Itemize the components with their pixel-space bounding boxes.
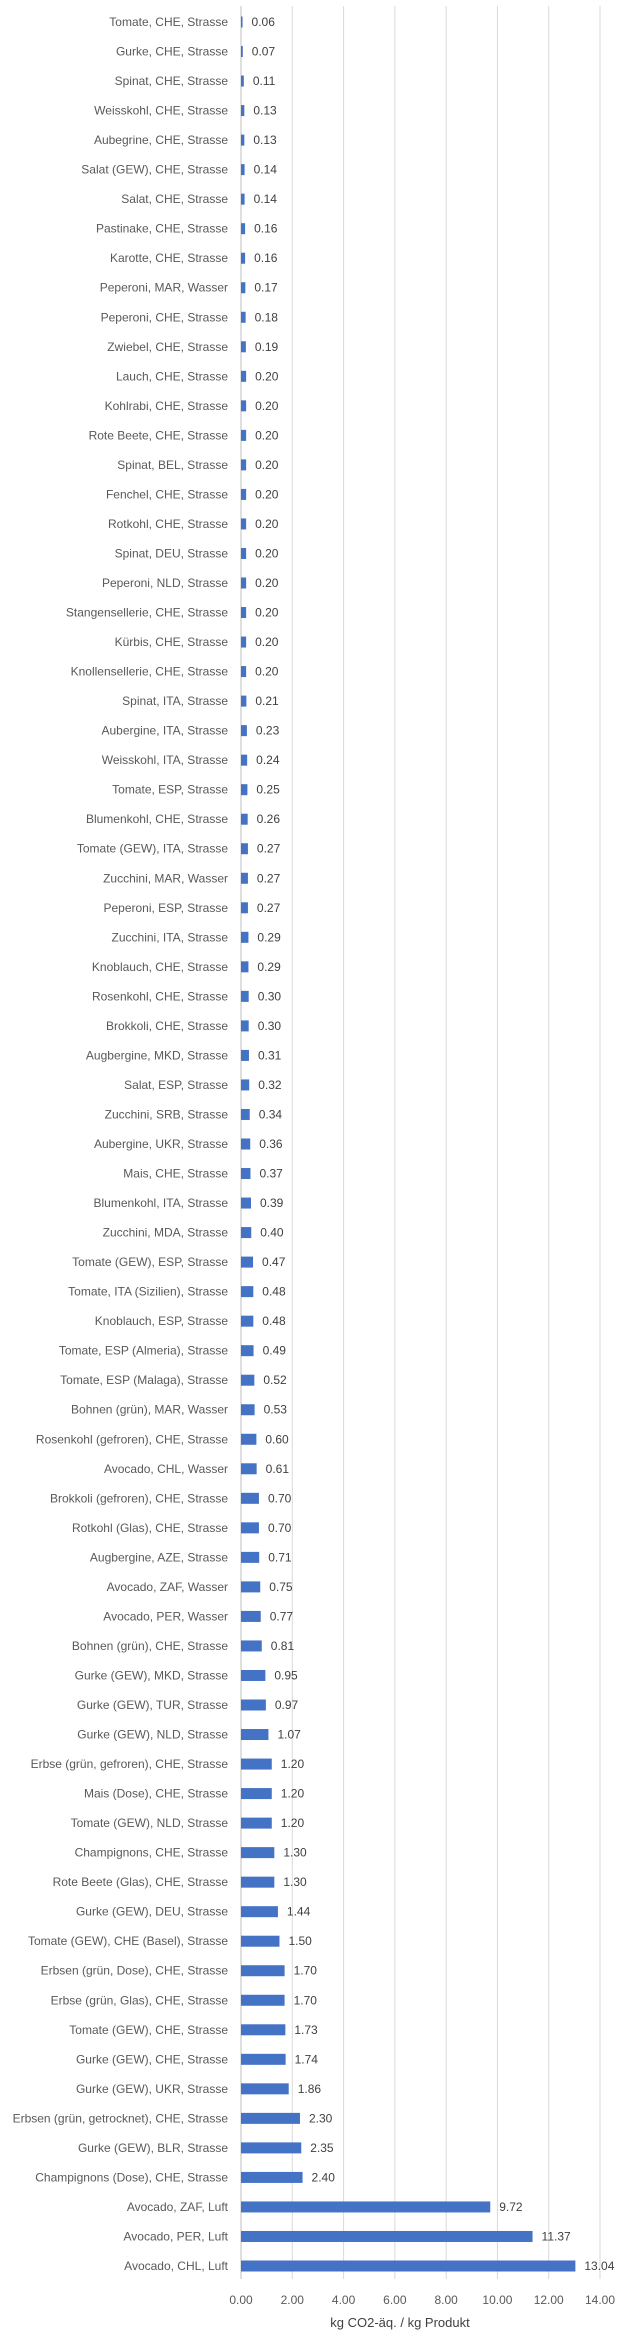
bar [241,341,246,352]
data-label: 0.20 [255,398,279,413]
bar [241,1877,274,1888]
category-label: Tomate, ITA (Sizilien), Strasse [68,1284,228,1299]
bar [241,223,245,234]
category-label: Aubegrine, CHE, Strasse [93,133,228,148]
category-label: Aubergine, ITA, Strasse [101,723,228,738]
category-label: Peperoni, ESP, Strasse [103,900,228,915]
category-label: Tomate, ESP, Strasse [112,782,228,797]
category-label: Zucchini, ITA, Strasse [111,930,228,945]
data-label: 0.20 [255,369,279,384]
category-label: Avocado, ZAF, Luft [126,2199,228,2214]
category-label: Zucchini, SRB, Strasse [104,1107,228,1122]
bar [241,1434,256,1445]
data-label: 1.44 [286,1904,311,1919]
data-label: 0.26 [256,812,281,827]
bar [241,194,245,205]
bar [241,1700,266,1711]
bar [241,902,248,913]
x-tick-label: 10.00 [482,2293,513,2307]
category-label: Rosenkohl, CHE, Strasse [91,989,228,1004]
bar [241,814,248,825]
bar [241,1050,249,1061]
category-label: Tomate (GEW), ITA, Strasse [76,841,228,856]
data-label: 0.34 [258,1107,283,1122]
data-label: 0.13 [253,103,277,118]
category-label: Rosenkohl (gefroren), CHE, Strasse [35,1432,228,1447]
category-label: Gurke (GEW), UKR, Strasse [75,2081,228,2096]
category-label: Gurke (GEW), CHE, Strasse [75,2052,228,2067]
bar [241,1995,285,2006]
category-label: Bohnen (grün), MAR, Wasser [71,1402,228,1417]
bar [241,578,246,589]
bar [241,1257,253,1268]
category-label: Tomate, CHE, Strasse [109,15,228,29]
data-label: 0.06 [251,15,275,29]
category-label: Bohnen (grün), CHE, Strasse [71,1638,228,1653]
bar [241,1759,272,1770]
data-label: 1.70 [293,1963,317,1978]
bar [241,784,247,795]
data-label: 9.72 [499,2199,523,2214]
category-label: Kürbis, CHE, Strasse [114,635,228,650]
bar [241,1375,254,1386]
data-label: 0.13 [253,133,277,148]
category-label: Tomate (GEW), CHE, Strasse [69,2022,228,2037]
bar [241,430,246,441]
category-label: Salat, CHE, Strasse [121,192,228,207]
category-label: Avocado, CHL, Wasser [103,1461,228,1476]
data-label: 2.30 [308,2111,333,2126]
bar [241,755,247,766]
value-labels [252,15,615,2273]
category-label: Gurke (GEW), MKD, Strasse [74,1668,228,1683]
category-label: Tomate, ESP (Almeria), Strasse [58,1343,228,1358]
data-label: 0.14 [253,192,277,207]
category-label: Zucchini, MAR, Wasser [103,871,228,886]
bar [241,518,246,529]
data-label: 1.73 [294,2022,318,2037]
data-label: 0.20 [255,457,279,472]
category-label: Augbergine, AZE, Strasse [89,1550,228,1565]
category-label: Avocado, PER, Luft [123,2229,228,2244]
category-label: Peperoni, NLD, Strasse [101,576,228,590]
category-label: Salat (GEW), CHE, Strasse [81,162,228,177]
bar [241,135,244,146]
data-label: 0.36 [259,1137,283,1151]
data-label: 0.16 [254,221,278,236]
data-label: 0.40 [260,1225,284,1240]
bar [241,1109,250,1120]
data-label: 0.61 [265,1461,290,1476]
bar [241,873,248,884]
bar [241,637,246,648]
data-label: 1.07 [277,1727,301,1742]
category-label: Spinat, ITA, Strasse [122,694,228,709]
category-label: Weisskohl, CHE, Strasse [94,103,228,118]
bar [241,666,246,677]
category-label: Erbsen (grün, getrocknet), CHE, Strasse [12,2111,228,2126]
bar [241,2083,289,2094]
bar [241,489,246,500]
category-label: Erbse (grün, gefroren), CHE, Strasse [30,1757,228,1772]
data-label: 0.48 [262,1284,286,1299]
category-label: Blumenkohl, CHE, Strasse [85,812,228,827]
data-label: 0.11 [252,74,276,89]
data-label: 1.74 [294,2052,318,2067]
bar [241,696,246,707]
data-label: 0.30 [257,1018,282,1033]
bar [241,1522,259,1533]
category-label: Tomate, ESP (Malaga), Strasse [60,1373,228,1388]
bar [241,1552,259,1563]
data-label: 0.97 [274,1698,299,1712]
category-label: Zwiebel, CHE, Strasse [107,339,228,354]
bar [241,2201,490,2212]
category-label: Tomate (GEW), CHE (Basel), Strasse [27,1934,228,1949]
data-label: 0.24 [256,753,280,768]
category-label: Zucchini, MDA, Strasse [102,1225,228,1240]
bar [241,459,246,470]
bar [241,843,248,854]
category-label: Knollensellerie, CHE, Strasse [70,664,228,679]
bar [241,1463,257,1474]
category-label: Rotkohl (Glas), CHE, Strasse [71,1520,228,1535]
bar [241,548,246,559]
bar [241,1670,265,1681]
bar [241,2113,300,2124]
data-label: 0.70 [267,1520,292,1535]
category-label: Tomate (GEW), NLD, Strasse [70,1816,228,1831]
bar [241,1198,251,1209]
data-label: 0.29 [257,930,281,945]
x-tick-label: 8.00 [434,2293,458,2307]
data-label: 0.77 [269,1609,294,1624]
bar [241,1906,278,1917]
category-label: Gurke, CHE, Strasse [115,44,228,59]
category-label: Knoblauch, ESP, Strasse [94,1314,228,1329]
data-label: 13.04 [584,2259,615,2273]
category-label: Stangensellerie, CHE, Strasse [65,605,228,620]
bar [241,1079,249,1090]
category-label: Champignons, CHE, Strasse [74,1845,228,1860]
x-tick-labels [229,2293,615,2307]
bar [241,164,245,175]
data-label: 0.20 [255,428,279,443]
category-label: Lauch, CHE, Strasse [115,369,228,384]
bar [241,312,246,323]
category-label: Erbsen (grün, Dose), CHE, Strasse [40,1963,228,1978]
category-label: Gurke (GEW), DEU, Strasse [75,1904,228,1919]
data-label: 0.37 [259,1166,283,1181]
data-label: 0.29 [257,959,281,974]
data-label: 0.75 [269,1579,293,1594]
bar [241,725,247,736]
data-label: 0.30 [257,989,282,1004]
data-label: 1.70 [293,1993,317,2008]
category-label: Rote Beete, CHE, Strasse [88,428,228,443]
bar [241,76,244,87]
bar [241,1404,255,1415]
category-label: Champignons (Dose), CHE, Strasse [35,2170,228,2185]
data-label: 0.20 [255,635,279,650]
data-label: 0.21 [255,694,279,709]
data-label: 0.27 [256,871,281,886]
x-tick-label: 14.00 [584,2293,616,2307]
bar [241,17,243,28]
data-label: 0.47 [262,1255,286,1270]
bar [241,1847,274,1858]
category-label: Gurke (GEW), TUR, Strasse [76,1698,228,1712]
data-label: 0.23 [255,723,280,738]
category-label: Brokkoli (gefroren), CHE, Strasse [49,1491,228,1506]
bar [241,1788,272,1799]
data-label: 0.27 [256,841,281,856]
category-label: Gurke (GEW), BLR, Strasse [77,2140,228,2155]
bar [241,371,246,382]
category-label: Karotte, CHE, Strasse [109,251,228,266]
bar [241,1729,268,1740]
category-label: Rote Beete (Glas), CHE, Strasse [52,1875,228,1890]
bar [241,1286,253,1297]
data-label: 0.32 [258,1077,282,1092]
data-label: 1.30 [283,1875,307,1890]
bar [241,1316,253,1327]
category-label: Augbergine, MKD, Strasse [85,1048,228,1063]
data-label: 0.20 [255,487,279,502]
data-label: 0.71 [268,1550,292,1565]
bar [241,282,245,293]
category-label: Pastinake, CHE, Strasse [95,221,228,236]
data-label: 1.20 [280,1786,305,1801]
data-label: 0.20 [255,605,279,620]
category-label: Spinat, DEU, Strasse [114,546,228,561]
data-label: 0.48 [262,1314,286,1329]
bar [241,1227,251,1238]
data-label: 0.20 [255,516,279,531]
x-axis-title: kg CO2-äq. / kg Produkt [330,2315,470,2330]
bar [241,1936,279,1947]
category-label: Avocado, PER, Wasser [103,1609,228,1624]
data-label: 0.18 [254,310,278,325]
data-label: 0.81 [270,1638,295,1653]
bar [241,961,248,972]
x-tick-label: 2.00 [280,2293,304,2307]
bar [241,2231,533,2242]
data-label: 0.31 [257,1048,282,1063]
bar [241,607,246,618]
bar [241,1168,250,1179]
category-label: Peperoni, MAR, Wasser [99,280,228,295]
bar [241,2142,301,2153]
bar [241,932,248,943]
data-label: 0.70 [267,1491,292,1506]
bar [241,1581,260,1592]
x-tick-label: 4.00 [331,2293,356,2307]
bar [241,1965,285,1976]
bar [241,2024,285,2035]
bar [241,2261,575,2272]
category-label: Tomate (GEW), ESP, Strasse [72,1255,228,1270]
data-label: 2.35 [310,2140,334,2155]
bar [241,1493,259,1504]
category-label: Mais (Dose), CHE, Strasse [83,1786,228,1801]
category-label: Brokkoli, CHE, Strasse [105,1018,228,1033]
data-label: 11.37 [541,2229,571,2244]
bar [241,1640,262,1651]
data-label: 0.60 [265,1432,289,1447]
x-tick-label: 12.00 [533,2293,564,2307]
data-label: 0.20 [255,664,279,679]
data-label: 1.20 [280,1816,305,1831]
category-label: Fenchel, CHE, Strasse [105,487,228,502]
category-label: Kohlrabi, CHE, Strasse [104,398,228,413]
category-label: Aubergine, UKR, Strasse [93,1137,228,1151]
data-label: 0.39 [260,1196,284,1211]
data-label: 1.30 [283,1845,307,1860]
bar [241,1818,272,1829]
data-label: 0.49 [262,1343,286,1358]
category-label: Erbse (grün, Glas), CHE, Strasse [50,1993,228,2008]
category-label: Blumenkohl, ITA, Strasse [93,1196,228,1211]
bar [241,400,246,411]
bar [241,105,244,116]
bar [241,1139,250,1150]
x-tick-label: 0.00 [229,2293,253,2307]
data-label: 1.86 [297,2081,322,2096]
data-label: 0.95 [274,1668,298,1683]
data-label: 0.20 [255,576,279,590]
category-labels [13,15,229,2273]
category-label: Mais, CHE, Strasse [123,1166,228,1181]
data-label: 0.17 [254,280,278,295]
data-label: 0.16 [254,251,278,266]
data-label: 0.07 [251,44,276,59]
category-label: Weisskohl, ITA, Strasse [101,753,228,768]
bar [241,46,243,57]
category-label: Spinat, CHE, Strasse [114,74,228,89]
category-label: Avocado, ZAF, Wasser [106,1579,228,1594]
bar [241,2054,286,2065]
bar [241,1611,261,1622]
data-label: 1.50 [288,1934,312,1949]
data-label: 0.52 [263,1373,287,1388]
category-label: Gurke (GEW), NLD, Strasse [77,1727,228,1742]
bar [241,1020,249,1031]
data-label: 1.20 [280,1757,305,1772]
category-label: Rotkohl, CHE, Strasse [107,516,228,531]
data-label: 0.25 [256,782,280,797]
data-label: 0.53 [263,1402,287,1417]
bar [241,1345,254,1356]
bar [241,253,245,264]
bar [241,2172,303,2183]
bar [241,991,249,1002]
category-label: Avocado, CHL, Luft [124,2259,228,2273]
category-label: Salat, ESP, Strasse [124,1077,228,1092]
data-label: 0.19 [254,339,279,354]
data-label: 0.27 [256,900,281,915]
data-label: 0.14 [253,162,277,177]
category-label: Spinat, BEL, Strasse [117,457,228,472]
x-tick-label: 6.00 [383,2293,407,2307]
category-label: Peperoni, CHE, Strasse [100,310,228,325]
data-label: 0.20 [255,546,279,561]
category-label: Knoblauch, CHE, Strasse [91,959,228,974]
data-label: 2.40 [311,2170,335,2185]
